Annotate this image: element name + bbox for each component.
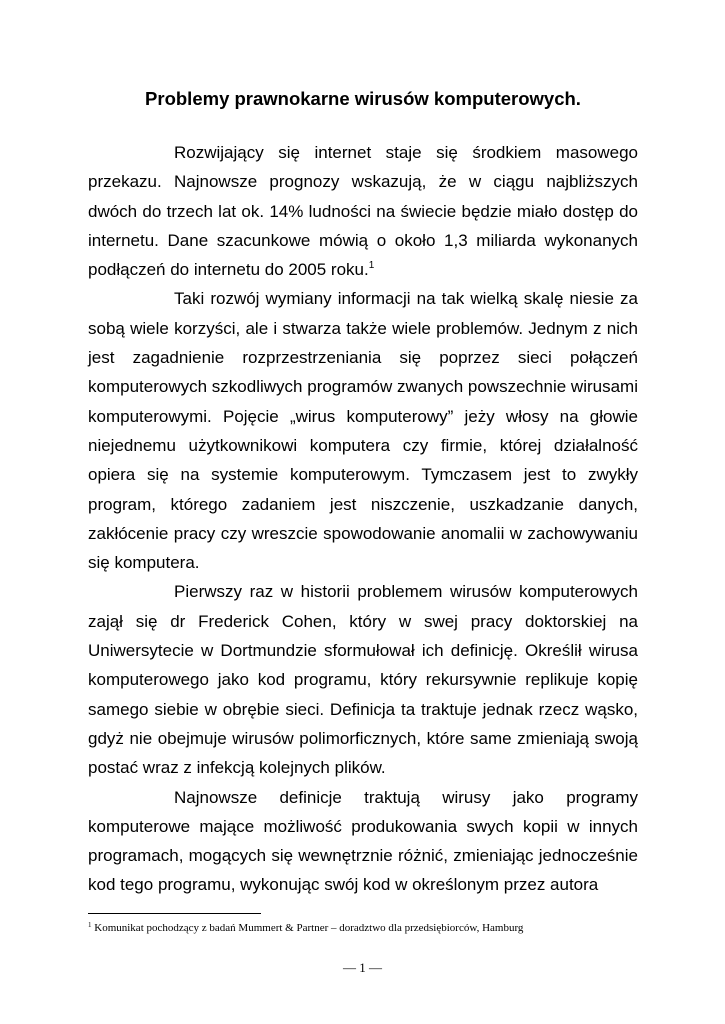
footnote-reference: 1 (368, 260, 375, 272)
paragraph (88, 138, 638, 284)
document-body (88, 138, 638, 900)
paragraph-text: Pierwszy raz w historii problemem wirusów komputerowych zajął się dr Frederick Cohen, który w swej pracy doktorskiej na Uniwersytecie w Dortmundzie sformułował ich definicję. Określił wirusa komputerowego jako kod programu, który rekursywnie replikuje kopię samego siebie w obrębie sieci. Definicja ta traktuje jednak rzecz wąsko, gdyż nie obejmuje wirusów polimorficznych, które same zmieniają swoją postać wraz z infekcją kolejnych plików. (88, 582, 638, 778)
footnote (88, 921, 648, 935)
paragraph (88, 284, 638, 577)
paragraph (88, 783, 638, 900)
page-number: — 1 — (343, 960, 382, 975)
paragraph-text: Rozwijający się internet staje się środkiem masowego przekazu. Najnowsze prognozy wskazują, że w ciągu najbliższych dwóch do trzech lat ok. 14% ludności na świecie będzie miało dostęp do internetu. Dane szacunkowe mówią o około 1,3 miliarda wykonanych podłączeń do internetu do 2005 roku. (88, 143, 638, 280)
page-title: Problemy prawnokarne wirusów komputerowych. (145, 88, 581, 109)
footnote-text: Komunikat pochodzący z badań Mummert & Partner – doradztwo dla przedsiębiorców, Hamburg (94, 922, 524, 934)
paragraph-text: Taki rozwój wymiany informacji na tak wielką skalę niesie za sobą wiele korzyści, ale i stwarza także wiele problemów. Jednym z nich jest zagadnienie rozprzestrzeniania się poprzez sieci połączeń komputerowych szkodliwych programów zwanych powszechnie wirusami komputerowymi. Pojęcie „wirus komputerowy” jeży włosy na głowie niejednemu użytkownikowi komputera czy firmie, której działalność opiera się na systemie komputerowym. Tymczasem jest to zwykły program, którego zadaniem jest niszczenie, uszkadzanie danych, zakłócenie pracy czy wreszcie spowodowanie anomalii w zachowywaniu się komputera. (88, 289, 638, 573)
paragraph (88, 577, 638, 782)
footnote-divider (88, 913, 261, 914)
footnote-marker: 1 (88, 921, 92, 929)
paragraph-text: Najnowsze definicje traktują wirusy jako programy komputerowe mające możliwość produkowania swych kopii w innych programach, mogących się wewnętrznie różnić, zmieniając jednocześnie kod tego programu, wykonując swój kod w określonym przez autora (88, 787, 638, 895)
